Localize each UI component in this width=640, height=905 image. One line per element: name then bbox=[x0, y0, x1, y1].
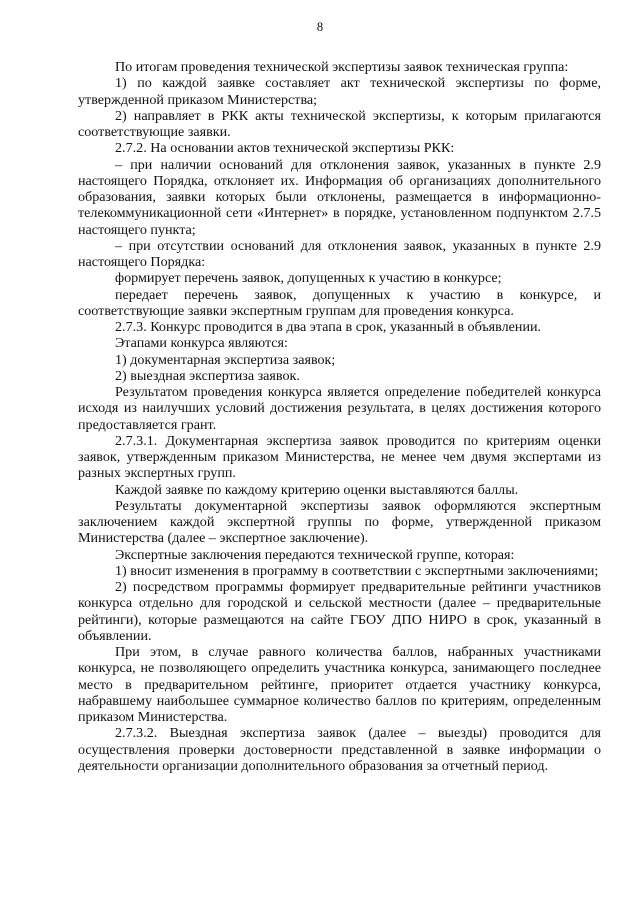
page-body bbox=[78, 59, 601, 774]
paragraph: передает перечень заявок, допущенных к участию в конкурсе, и соответствующие заявки экспертным группам для проведения конкурса. bbox=[78, 286, 601, 319]
paragraph: 2) выездная экспертиза заявок. bbox=[115, 367, 300, 384]
paragraph: При этом, в случае равного количества баллов, набранных участниками конкурса, не позволяющего определить участника конкурса, занимающего последнее место в предварительном рейтинге, приоритет отдается участнику конкурса, набравшему наибольшее суммарное количество баллов по критериям, определенным приказом Министерства. bbox=[78, 644, 601, 725]
paragraph: 2.7.3.1. Документарная экспертиза заявок проводится по критериям оценки заявок, утвержденным приказом Министерства, не менее чем двумя экспертами из разных экспертных групп. bbox=[78, 432, 601, 482]
paragraph: 2) посредством программы формирует предварительные рейтинги участников конкурса отдельно для городской и сельской местности (далее – предварительные рейтинги), которые размещаются на сайте ГБОУ ДПО НИРО в срок, указанный в объявлении. bbox=[78, 579, 601, 644]
paragraph: 1) документарная экспертиза заявок; bbox=[115, 351, 336, 368]
paragraph: Результатом проведения конкурса является определение победителей конкурса исходя из наилучших условий достижения результата, в целях достижения которого предоставляется грант. bbox=[78, 384, 601, 433]
paragraph: – при наличии оснований для отклонения заявок, указанных в пункте 2.9 настоящего Порядка, отклоняет их. Информация об организациях дополнительного образования, заявки которых были отклонены, размещается в информационно-телекоммуникационной сети «Интернет» в порядке, установленном подпунктом 2.7.5 настоящего пункта; bbox=[78, 156, 601, 238]
paragraph: 1) вносит изменения в программу в соответствии с экспертными заключениями; bbox=[115, 562, 599, 579]
paragraph: 2) направляет в РКК акты технической экспертизы, к которым прилагаются соответствующие заявки. bbox=[78, 107, 601, 140]
paragraph: По итогам проведения технической экспертизы заявок техническая группа: bbox=[115, 59, 569, 75]
paragraph: 1) по каждой заявке составляет акт технической экспертизы по форме, утвержденной приказом Министерства; bbox=[78, 75, 601, 108]
page-number: 8 bbox=[316, 20, 324, 34]
paragraph: Каждой заявке по каждому критерию оценки выставляются баллы. bbox=[115, 481, 519, 498]
paragraph: Результаты документарной экспертизы заявок оформляются экспертным заключением каждой экспертной группы по форме, утвержденной приказом Министерства (далее – экспертное заключение). bbox=[78, 497, 601, 547]
paragraph: формирует перечень заявок, допущенных к участию в конкурсе; bbox=[115, 270, 502, 287]
paragraph: Экспертные заключения передаются технической группе, которая: bbox=[115, 546, 515, 563]
paragraph: Этапами конкурса являются: bbox=[115, 335, 288, 352]
paragraph: 2.7.3.2. Выездная экспертиза заявок (далее – выезды) проводится для осуществления проверки достоверности представленной в заявке информации о деятельности организации дополнительного образования за отчетный период. bbox=[78, 725, 601, 774]
paragraph: – при отсутствии оснований для отклонения заявок, указанных в пункте 2.9 настоящего Порядка: bbox=[78, 237, 601, 270]
paragraph: 2.7.2. На основании актов технической экспертизы РКК: bbox=[115, 140, 455, 157]
paragraph: 2.7.3. Конкурс проводится в два этапа в срок, указанный в объявлении. bbox=[115, 319, 542, 335]
